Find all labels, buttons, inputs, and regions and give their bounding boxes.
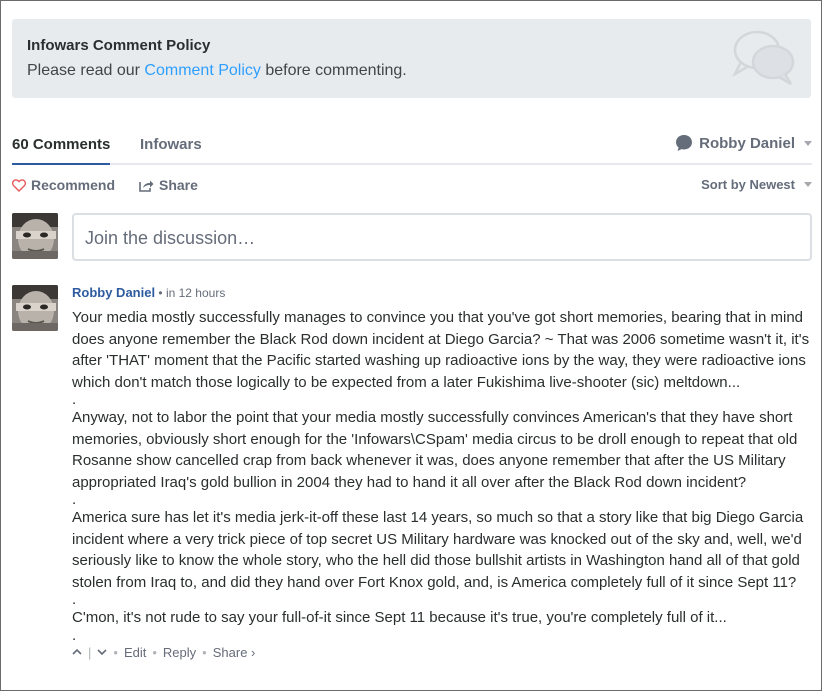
speech-bubbles-icon (731, 28, 797, 88)
join-discussion-input[interactable]: Join the discussion… (72, 213, 812, 261)
reply-link[interactable]: Reply (162, 644, 197, 660)
comment-paragraph: Anyway, not to labor the point that your media mostly successfully convinces American's that they have short memories, obviously short enough for the 'Infowars\CSpam' media circus to be droll enough to repeat that old Rosanne show cancelled crap from back whenever it was, does anyone remember that after the US Military appropriated Iraq's gold bullion in 2004 they had to hand it all over after the Black Rod down incident? (72, 409, 798, 491)
discussion-actions (12, 177, 812, 195)
comment-paragraph: C'mon, it's not rude to say your full-of-it since Sept 11 because it's true, you're completely full of it... (72, 609, 727, 626)
sort-label: Sort by Newest (701, 177, 795, 192)
footer-dot: • (113, 644, 118, 660)
edit-link[interactable]: Edit (123, 644, 147, 660)
user-name: Robby Daniel (699, 134, 795, 152)
comment-header (72, 285, 812, 303)
active-tab-indicator (12, 163, 110, 165)
paragraph-separator: . (72, 591, 77, 608)
user-menu[interactable] (675, 134, 812, 152)
chat-bubble-icon (675, 134, 693, 152)
tab-comments[interactable]: 60 Comments (12, 136, 111, 153)
chevron-down-icon (804, 182, 812, 187)
policy-text (27, 62, 797, 80)
share-icon (139, 179, 154, 192)
vote-divider: | (88, 644, 92, 660)
footer-dot: • (152, 644, 157, 660)
discussion-nav (12, 124, 812, 165)
paragraph-separator: . (72, 626, 77, 644)
downvote-icon[interactable] (97, 647, 107, 657)
comment-body (72, 307, 812, 643)
comment-footer (72, 645, 812, 660)
user-avatar-image (12, 285, 58, 331)
sort-dropdown[interactable] (701, 177, 812, 192)
comment-author-avatar[interactable] (12, 285, 58, 331)
upvote-icon[interactable] (72, 647, 82, 657)
avatar[interactable] (12, 213, 58, 259)
share-label: Share (159, 177, 198, 193)
comment-author[interactable]: Robby Daniel (72, 285, 156, 300)
heart-icon (12, 179, 26, 192)
user-avatar-image (12, 213, 58, 259)
comment-paragraph: America sure has let it's media jerk-it-off these last 14 years, so much so that a story like that big Diego Garcia incident where a very trick piece of top secret US Military hardware was knocked out of the sky and, well, we'd seriously like to know the whole story, who the hell did those bullshit artists in Washington hand all of that gold stolen from Iraq to, and did they hand over Fort Knox gold, and, is America completely full of it since Sept 11? (72, 509, 804, 591)
comment-timestamp[interactable]: • in 12 hours (155, 286, 226, 300)
paragraph-separator: . (72, 391, 77, 408)
comment-paragraph: Your media mostly successfully manages to convince you that you've got short memories, bearing that in mind does anyone remember the Black Rod down incident at Diego Garcia? ~ That was 2006 sometime wasn't it, it's after 'THAT' moment that the Pacific started washing up radioactive ions by the way, they were radioactive ions which don't match those logically to be expected from a later Fukishima live-shooter (sic) meltdown... (72, 309, 810, 391)
policy-title: Infowars Comment Policy (27, 37, 211, 54)
footer-dot: • (202, 644, 207, 660)
comment-share-link[interactable]: Share › (212, 644, 256, 660)
paragraph-separator: . (72, 491, 77, 508)
tab-community[interactable]: Infowars (140, 136, 202, 153)
comment (72, 285, 812, 660)
policy-text-before: Please read our (27, 62, 145, 79)
share-button[interactable] (139, 177, 198, 193)
recommend-button[interactable] (12, 177, 115, 193)
recommend-label: Recommend (31, 177, 116, 193)
chevron-down-icon (804, 141, 812, 146)
policy-text-after: before commenting. (260, 62, 407, 79)
comment-policy-link[interactable]: Comment Policy (144, 62, 261, 79)
comment-policy-banner (12, 19, 811, 98)
